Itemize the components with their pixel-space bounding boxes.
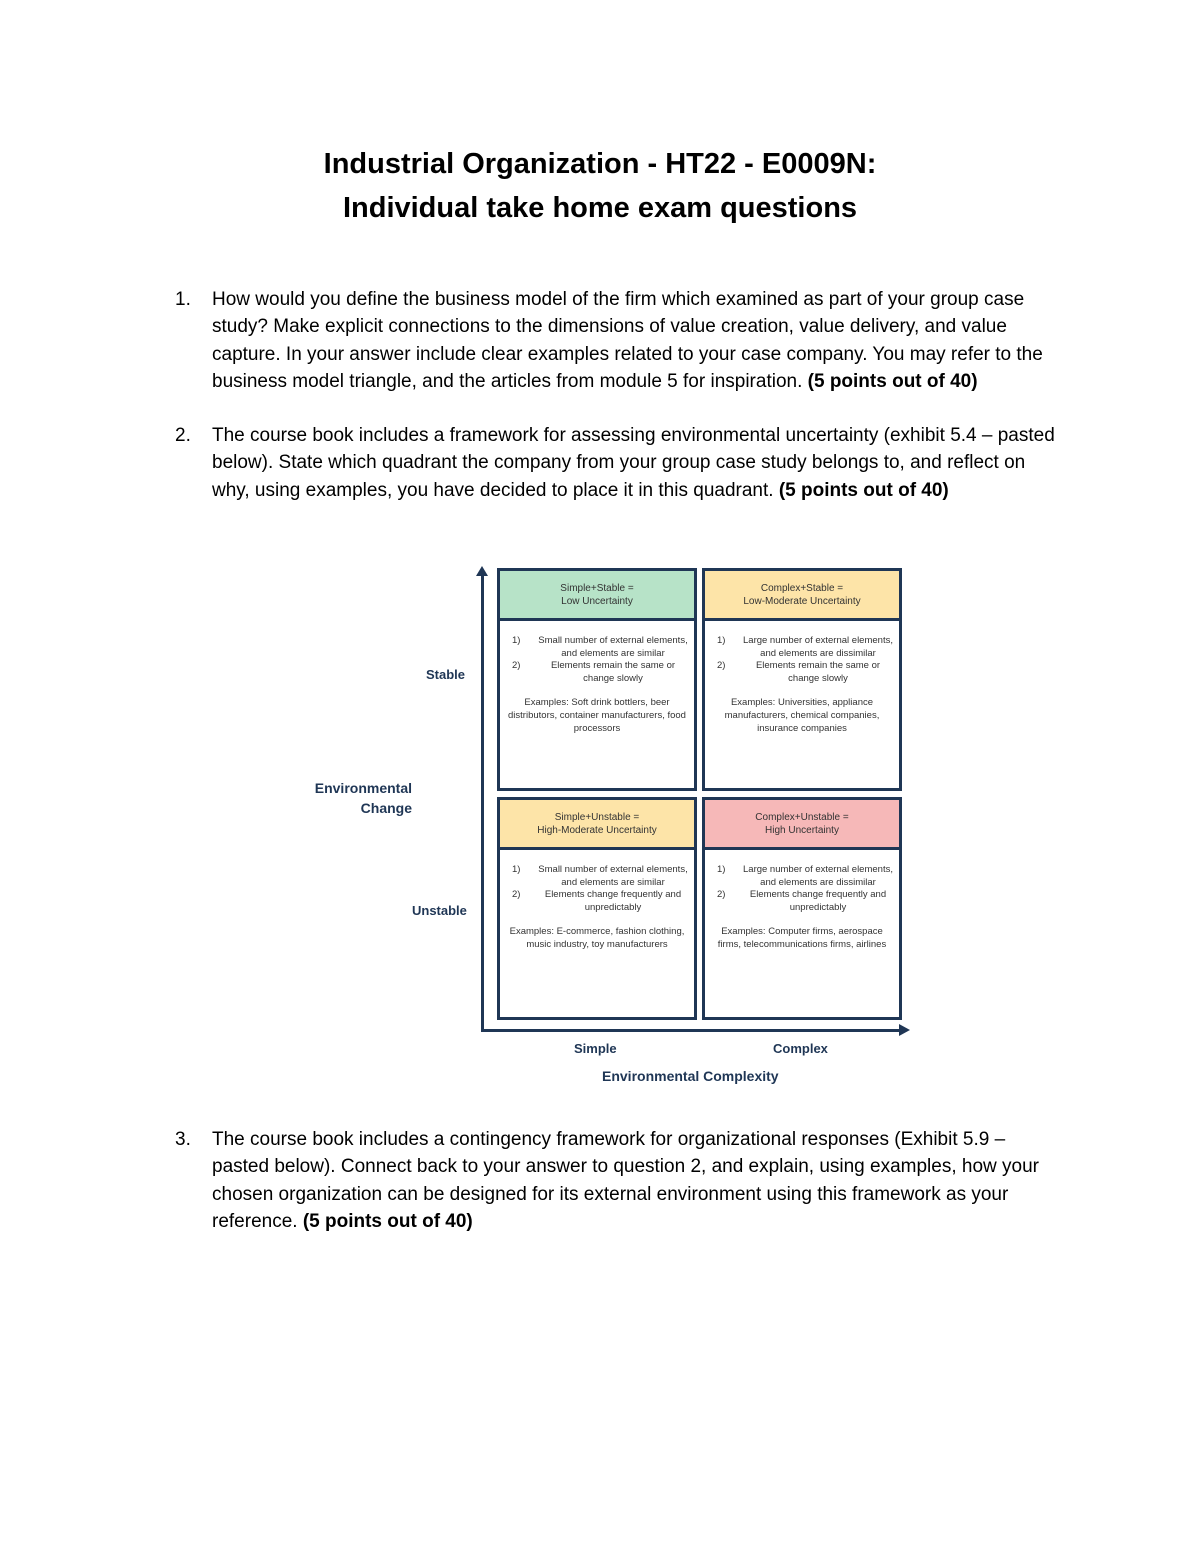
x-label-simple: Simple bbox=[574, 1041, 617, 1056]
item-number: 1) bbox=[512, 864, 521, 875]
list-item bbox=[717, 660, 893, 685]
x-label-complex: Complex bbox=[773, 1041, 828, 1056]
quadrant-examples: Examples: Universities, appliance manufacturers, chemical companies, insurance companies bbox=[724, 697, 880, 734]
quadrant-header-line-1: Complex+Unstable = bbox=[755, 811, 849, 823]
y-axis-title-line-1: Environmental bbox=[314, 780, 412, 796]
question-body: How would you define the business model of the firm which examined as part of your group case study? Make explicit connections to the dimensions of value creation, value delivery, and value capture. In your answer include clear examples related to your case company. You may refer to the business model triangle, and the articles from module 5 for inspiration. bbox=[212, 289, 1043, 392]
quadrant-header-line-1: Simple+Stable = bbox=[560, 582, 634, 594]
question-points: (5 points out of 40) bbox=[302, 1210, 473, 1232]
question-points: (5 points out of 40) bbox=[778, 479, 949, 501]
list-item bbox=[512, 864, 688, 889]
quadrant-characteristics bbox=[717, 864, 893, 914]
item-number: 1) bbox=[717, 635, 726, 646]
quadrant-body bbox=[702, 847, 902, 1020]
y-label-unstable: Unstable bbox=[412, 903, 467, 918]
quadrant-header-line-2: Low Uncertainty bbox=[561, 595, 633, 607]
uncertainty-framework-diagram bbox=[290, 560, 930, 1100]
quadrant-header bbox=[497, 797, 697, 850]
quadrant-header-line-1: Simple+Unstable = bbox=[554, 811, 640, 823]
item-number: 2) bbox=[512, 889, 521, 901]
question-text bbox=[212, 422, 1060, 504]
quadrant-examples: Examples: Soft drink bottlers, beer distributors, container manufacturers, food processors bbox=[508, 697, 686, 734]
quadrant-characteristics bbox=[717, 635, 893, 685]
item-text: Elements change frequently and unpredictably bbox=[544, 889, 682, 913]
item-text: Elements remain the same or change slowly bbox=[550, 660, 676, 684]
page-title bbox=[0, 142, 1200, 230]
list-item bbox=[717, 635, 893, 660]
question-body: The course book includes a framework for assessing environmental uncertainty (exhibit 5.4 – pasted below). State which quadrant the company from your group case study belongs to, and reflect on why, using examples, you have decided to place it in this quadrant. bbox=[212, 425, 1055, 501]
quadrant-header bbox=[497, 568, 697, 621]
quadrant-header bbox=[702, 797, 902, 850]
quadrant-examples: Examples: Computer firms, aerospace firms, telecommunications firms, airlines bbox=[717, 926, 887, 950]
item-number: 2) bbox=[717, 660, 726, 672]
question-text bbox=[212, 286, 1060, 395]
question-number: 1. bbox=[175, 289, 191, 310]
question-body: The course book includes a contingency framework for organizational responses (Exhibit 5.9 – pasted below). Connect back to your answer to question 2, and explain, using examples, how your chosen organization can be designed for its external environment using this framework as your reference. bbox=[212, 1129, 1039, 1232]
quadrant-examples: Examples: E-commerce, fashion clothing, music industry, toy manufacturers bbox=[509, 926, 685, 950]
y-label-stable: Stable bbox=[426, 667, 466, 682]
item-text: Large number of external elements, and elements are dissimilar bbox=[743, 864, 893, 888]
question-number: 2. bbox=[175, 425, 191, 446]
list-item bbox=[512, 635, 688, 660]
y-axis-arrow-icon bbox=[476, 566, 488, 576]
x-axis-title: Environmental Complexity bbox=[602, 1068, 779, 1084]
quadrant-header bbox=[702, 568, 902, 621]
item-text: Large number of external elements, and elements are dissimilar bbox=[743, 635, 893, 659]
list-item bbox=[717, 864, 893, 889]
item-number: 2) bbox=[512, 660, 521, 672]
question-text bbox=[212, 1126, 1060, 1235]
quadrant-header-line-2: Low-Moderate Uncertainty bbox=[743, 595, 861, 607]
y-axis-title bbox=[290, 778, 412, 818]
item-text: Elements remain the same or change slowly bbox=[755, 660, 881, 684]
quadrant-body bbox=[497, 618, 697, 791]
item-number: 1) bbox=[717, 864, 726, 875]
item-number: 2) bbox=[717, 889, 726, 901]
item-text: Small number of external elements, and elements are similar bbox=[538, 864, 688, 888]
list-item bbox=[717, 889, 893, 914]
quadrant-characteristics bbox=[512, 635, 688, 685]
y-axis-title-line-2: Change bbox=[360, 800, 412, 816]
item-text: Small number of external elements, and elements are similar bbox=[538, 635, 688, 659]
y-axis-line bbox=[481, 572, 484, 1032]
title-line-1: Industrial Organization - HT22 - E0009N: bbox=[323, 148, 877, 180]
quadrant-characteristics bbox=[512, 864, 688, 914]
question-number: 3. bbox=[175, 1129, 191, 1150]
title-line-2: Individual take home exam questions bbox=[342, 192, 858, 224]
quadrant-body bbox=[497, 847, 697, 1020]
x-axis-arrow-icon bbox=[899, 1024, 910, 1036]
item-number: 1) bbox=[512, 635, 521, 646]
question-points: (5 points out of 40) bbox=[807, 370, 978, 392]
list-item bbox=[512, 660, 688, 685]
list-item bbox=[512, 889, 688, 914]
x-axis-line bbox=[481, 1029, 901, 1032]
quadrant-header-line-2: High-Moderate Uncertainty bbox=[537, 824, 657, 836]
item-text: Elements change frequently and unpredictably bbox=[749, 889, 887, 913]
quadrant-body bbox=[702, 618, 902, 791]
quadrant-header-line-2: High Uncertainty bbox=[765, 824, 839, 836]
quadrant-header-line-1: Complex+Stable = bbox=[760, 582, 844, 594]
